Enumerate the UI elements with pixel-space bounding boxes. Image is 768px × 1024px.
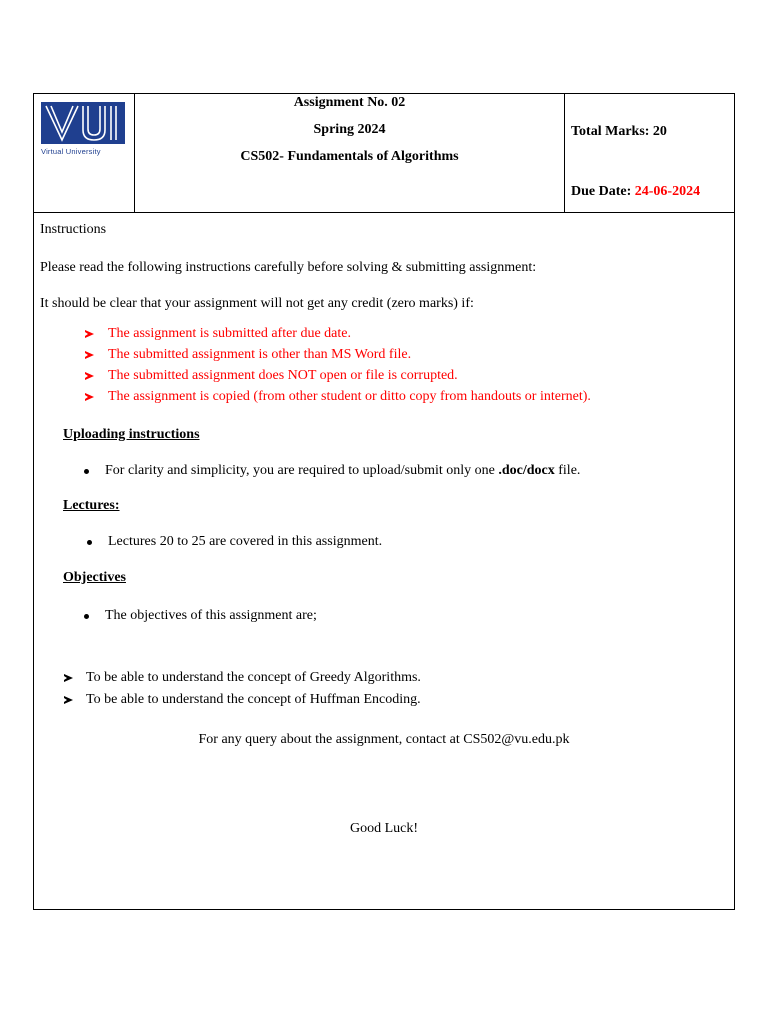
arrowhead-bullet-icon <box>85 393 94 401</box>
arrowhead-bullet-icon <box>85 351 94 359</box>
objectives-item: The objectives of this assignment are; <box>105 608 317 623</box>
due-date-value: 24-06-2024 <box>634 184 701 199</box>
arrowhead-bullet-icon <box>64 674 73 682</box>
assignment-frame <box>33 93 735 910</box>
assignment-number: Assignment No. 02 <box>293 95 406 110</box>
disc-bullet-icon <box>84 469 89 474</box>
course-title: CS502- Fundamentals of Algorithms <box>240 149 459 164</box>
condition-text: The submitted assignment is other than MS Word file. <box>108 347 412 362</box>
objectives-heading: Objectives <box>63 570 126 585</box>
lectures-item: Lectures 20 to 25 are covered in this assignment. <box>108 534 383 549</box>
vu-logo-mark <box>41 102 125 144</box>
vu-logo <box>41 102 125 144</box>
due-date <box>571 184 700 200</box>
header-table <box>34 94 734 213</box>
title-cell <box>135 94 565 212</box>
condition-text: The submitted assignment does NOT open or file is corrupted. <box>108 368 458 383</box>
uploading-item-suffix: file. <box>554 463 581 478</box>
due-date-label: Due Date: <box>571 184 635 199</box>
arrowhead-bullet-icon <box>85 372 94 380</box>
goal-text: To be able to understand the concept of Greedy Algorithms. <box>86 670 421 685</box>
total-marks: Total Marks: 20 <box>571 124 667 139</box>
uploading-item-prefix: For clarity and simplicity, you are required to upload/submit only one <box>105 463 499 478</box>
condition-text: The assignment is submitted after due date. <box>108 326 351 341</box>
instructions-intro: Please read the following instructions carefully before solving & submitting assignment: <box>40 260 537 275</box>
contact-line: For any query about the assignment, contact at CS502@vu.edu.pk <box>198 732 570 747</box>
arrowhead-bullet-icon <box>64 696 73 704</box>
condition-text: The assignment is copied (from other student or ditto copy from handouts or internet). <box>108 389 591 404</box>
disc-bullet-icon <box>84 614 89 619</box>
file-format: .doc/docx <box>498 463 555 478</box>
semester: Spring 2024 <box>313 122 386 137</box>
instructions-warning: It should be clear that your assignment will not get any credit (zero marks) if: <box>40 296 474 311</box>
closing-line: Good Luck! <box>349 821 419 836</box>
lectures-heading: Lectures: <box>63 498 120 513</box>
disc-bullet-icon <box>87 540 92 545</box>
goal-text: To be able to understand the concept of Huffman Encoding. <box>86 692 421 707</box>
arrowhead-bullet-icon <box>85 330 94 338</box>
logo-caption: Virtual University <box>41 147 101 156</box>
instructions-title: Instructions <box>40 222 107 237</box>
marks-cell <box>565 94 734 212</box>
uploading-item <box>105 463 580 479</box>
uploading-heading: Uploading instructions <box>63 427 200 442</box>
logo-cell <box>34 94 135 212</box>
